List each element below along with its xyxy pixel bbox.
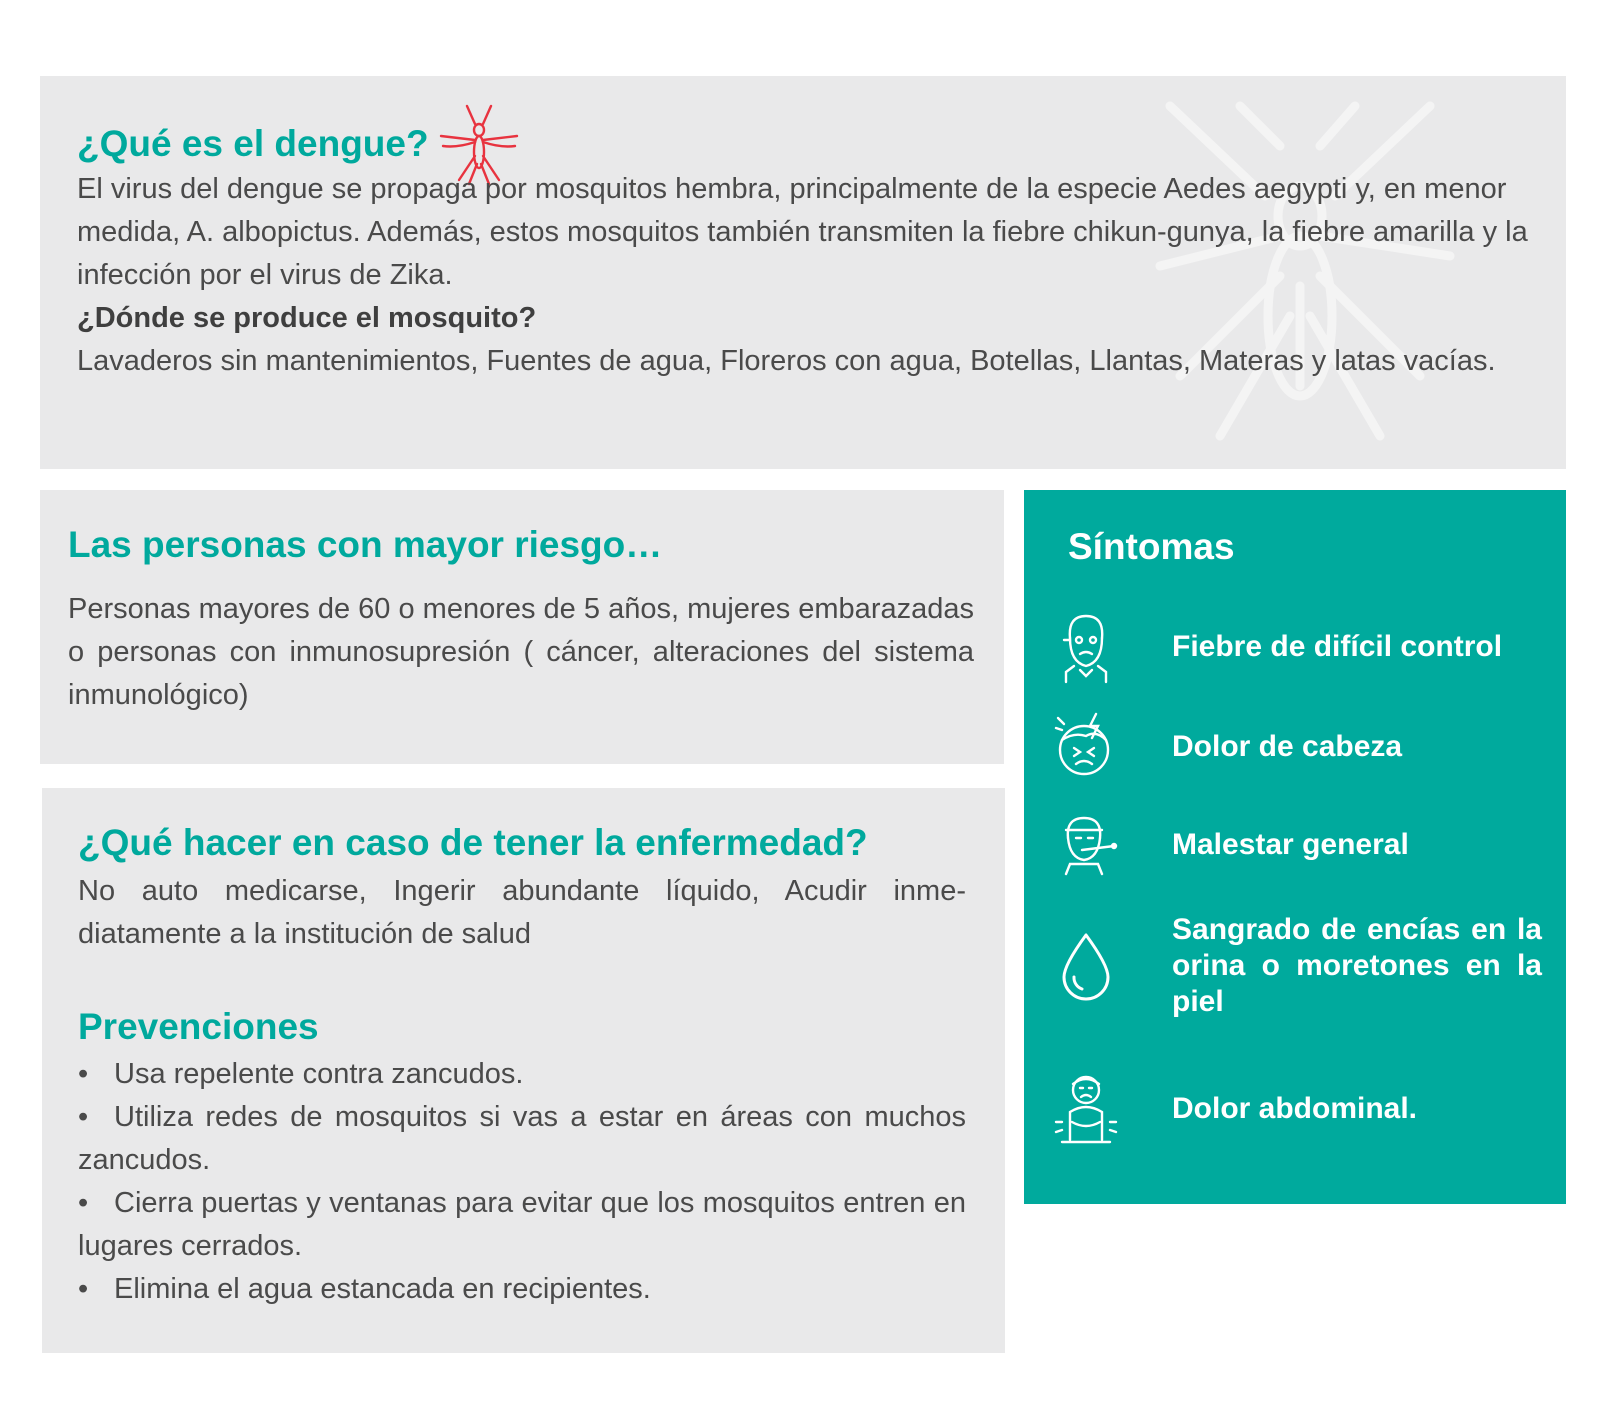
symptom-row-fever [1052, 610, 1542, 684]
prevention-item [78, 1268, 966, 1311]
sick-thermometer-icon [1052, 808, 1120, 882]
prevention-item [78, 1182, 966, 1268]
prevention-item-text: Usa repelente contra zancudos. [114, 1058, 524, 1090]
prevention-item-text: Elimina el agua estancada en recipientes. [114, 1273, 651, 1305]
prevention-item-text: Utiliza redes de mosquitos si vas a estar en áreas con muchos zancudos. [78, 1101, 966, 1176]
what-to-do-panel [42, 788, 1005, 1353]
bullet: • [78, 1187, 89, 1219]
bullet: • [78, 1273, 89, 1305]
dengue-panel [40, 76, 1566, 469]
risk-title: Las personas con mayor riesgo… [68, 524, 663, 565]
what-to-do-text: No auto medicarse, Ingerir abundante líquido, Acudir inme-diatamente a la institución de salud [78, 875, 966, 950]
symptom-label: Sangrado de encías en la orina o moretones en la piel [1172, 913, 1542, 1018]
prevention-item [78, 1053, 966, 1096]
headache-face-icon [1052, 710, 1120, 784]
symptom-label: Fiebre de difícil control [1172, 630, 1503, 663]
prevention-item [78, 1096, 966, 1182]
risk-panel [40, 490, 1004, 764]
dengue-title-text: ¿Qué es el dengue? [77, 123, 429, 164]
dengue-where-title: ¿Dónde se produce el mosquito? [77, 302, 537, 334]
prevention-title: Prevenciones [78, 1006, 319, 1047]
abdominal-pain-icon [1052, 1072, 1120, 1146]
symptom-row-malaise [1052, 808, 1542, 882]
symptom-row-headache [1052, 710, 1542, 784]
dengue-where-text: Lavaderos sin mantenimientos, Fuentes de agua, Floreros con agua, Botellas, Llantas, Materas y latas vacías. [77, 345, 1496, 377]
symptom-label: Dolor de cabeza [1172, 730, 1403, 763]
prevention-list [78, 1053, 966, 1311]
symptom-label: Malestar general [1172, 828, 1409, 861]
risk-text: Personas mayores de 60 o menores de 5 años, mujeres embarazadas o personas con inmunosupresión ( cáncer, alteraciones del sistema inmunológico) [68, 593, 974, 711]
dengue-body [77, 168, 1557, 383]
blood-drop-icon [1052, 929, 1120, 1003]
bullet: • [78, 1101, 89, 1133]
prevention-item-text: Cierra puertas y ventanas para evitar que los mosquitos entren en lugares cerrados. [78, 1187, 966, 1262]
bullet: • [78, 1058, 89, 1090]
fever-face-icon [1052, 610, 1120, 684]
symptoms-panel [1024, 490, 1566, 1204]
symptom-row-abdominal [1052, 1072, 1542, 1146]
symptom-row-bleeding [1052, 912, 1542, 1020]
dengue-description: El virus del dengue se propaga por mosquitos hembra, principalmente de la especie Aedes aegypti y, en menor medida, A. albopictus. Además, estos mosquitos también transmiten la fiebre chikun-gunya, la fiebre amarilla y la infección por el virus de Zika. [77, 173, 1528, 291]
what-to-do-title: ¿Qué hacer en caso de tener la enfermedad? [78, 822, 868, 863]
symptoms-title: Síntomas [1068, 526, 1235, 567]
symptom-label: Dolor abdominal. [1172, 1092, 1418, 1125]
